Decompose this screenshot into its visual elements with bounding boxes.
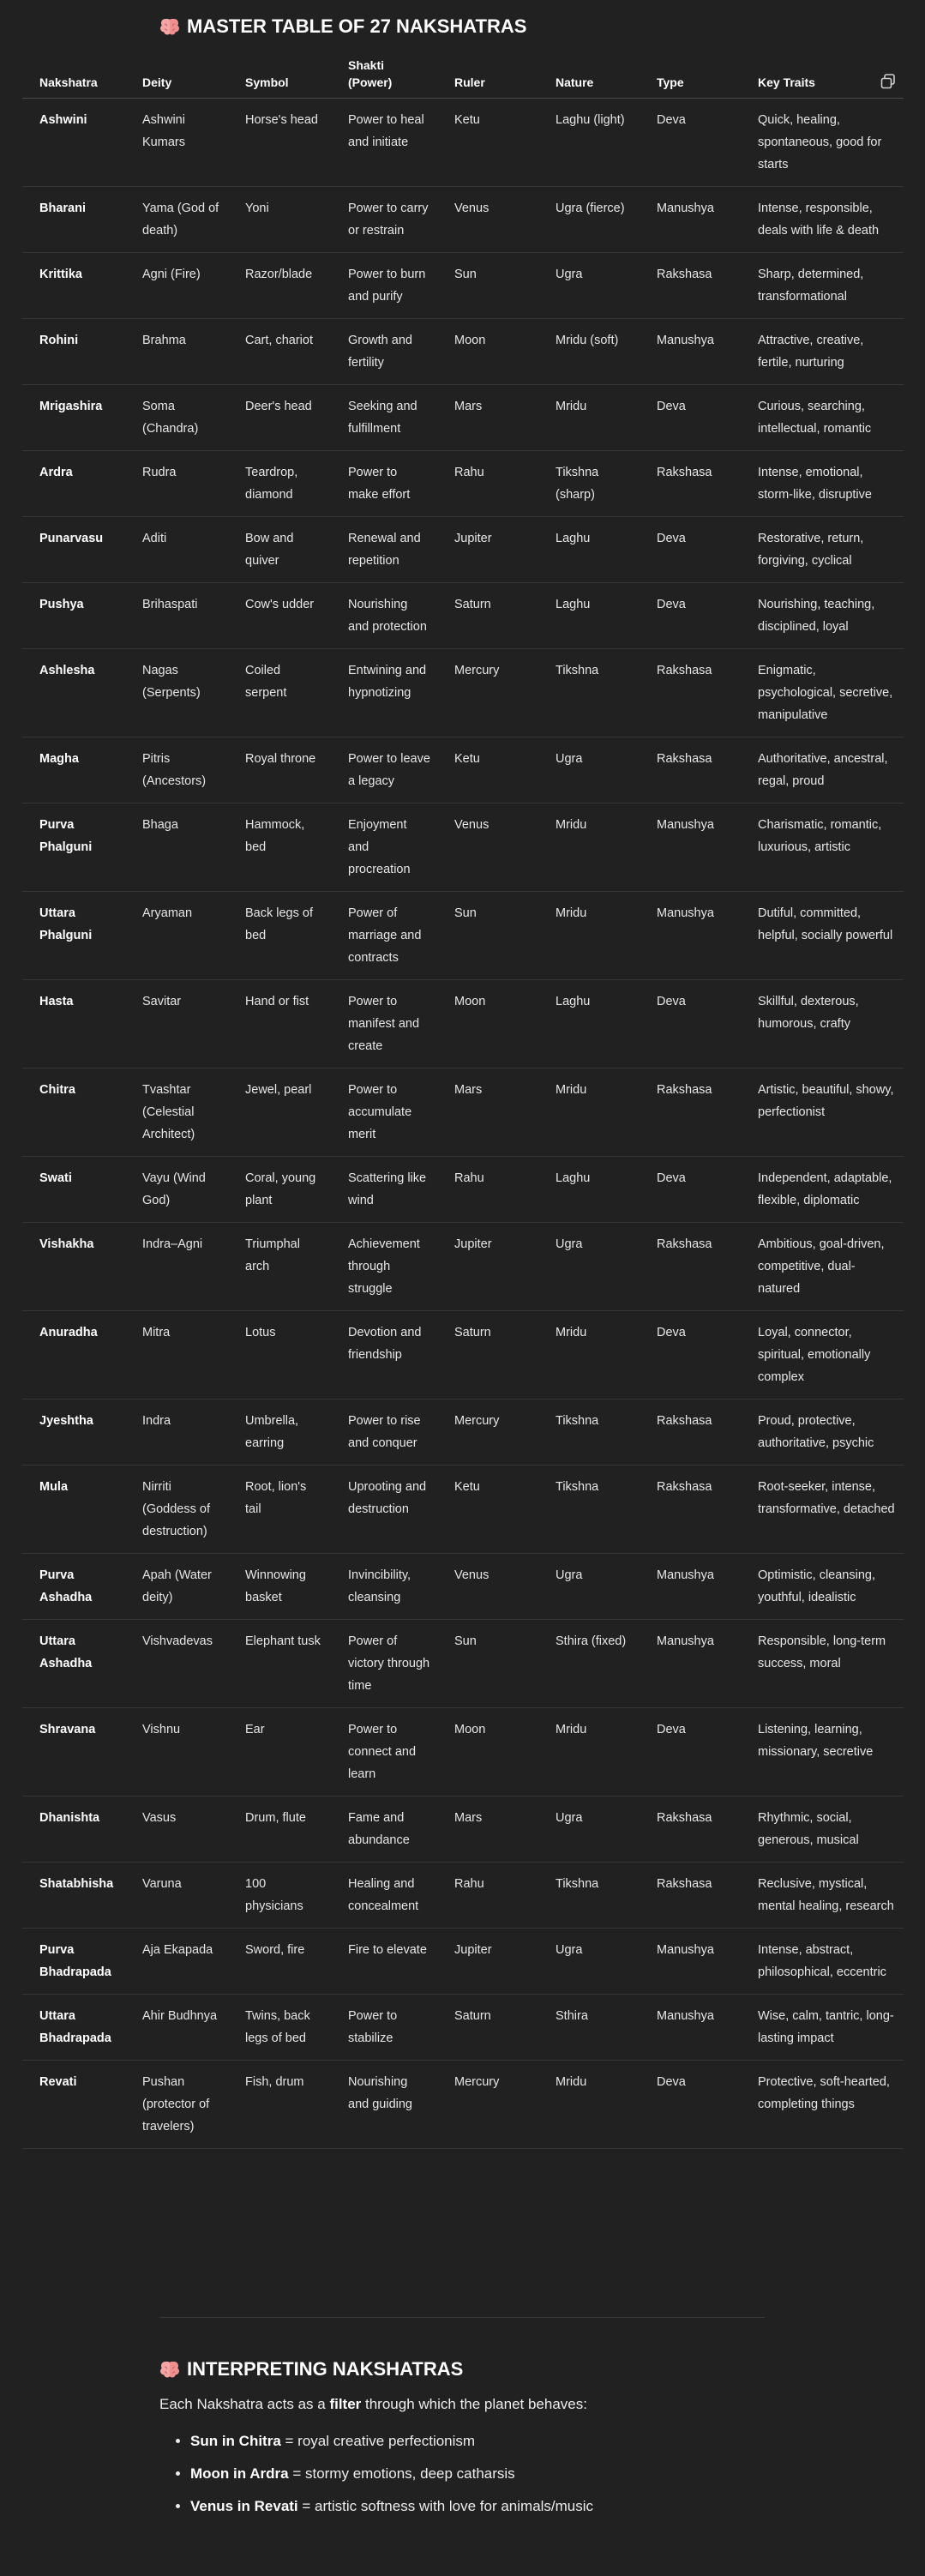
cell-type: Deva	[640, 583, 741, 649]
cell-shakti: Power to manifest and create	[331, 980, 437, 1068]
cell-nature: Tikshna	[538, 1863, 640, 1929]
header-type: Type	[640, 53, 741, 99]
cell-ruler: Venus	[437, 1554, 538, 1620]
table-row	[22, 1466, 904, 1554]
table-row	[22, 1995, 904, 2061]
cell-type: Rakshasa	[640, 451, 741, 517]
cell-shakti: Fire to elevate	[331, 1929, 437, 1995]
cell-nature: Mridu	[538, 803, 640, 892]
cell-deity: Vasus	[125, 1797, 228, 1863]
cell-traits: Authoritative, ancestral, regal, proud	[741, 737, 904, 803]
cell-ruler: Ketu	[437, 99, 538, 187]
cell-nature: Mridu (soft)	[538, 319, 640, 385]
cell-shakti: Power to make effort	[331, 451, 437, 517]
cell-symbol: Back legs of bed	[228, 892, 331, 980]
cell-type: Deva	[640, 99, 741, 187]
cell-ruler: Sun	[437, 892, 538, 980]
cell-traits: Curious, searching, intellectual, romantic	[741, 385, 904, 451]
cell-type: Deva	[640, 980, 741, 1068]
cell-deity: Aja Ekapada	[125, 1929, 228, 1995]
cell-traits: Protective, soft-hearted, completing things	[741, 2061, 904, 2149]
cell-ruler: Mars	[437, 1797, 538, 1863]
intro-paragraph	[159, 2396, 777, 2413]
cell-traits: Listening, learning, missionary, secretive	[741, 1708, 904, 1797]
cell-ruler: Jupiter	[437, 1929, 538, 1995]
table-row	[22, 1863, 904, 1929]
header-deity: Deity	[125, 53, 228, 99]
cell-type: Manushya	[640, 1929, 741, 1995]
cell-shakti: Scattering like wind	[331, 1157, 437, 1223]
cell-ruler: Mercury	[437, 2061, 538, 2149]
cell-nature: Mridu	[538, 385, 640, 451]
cell-ruler: Mercury	[437, 649, 538, 737]
cell-type: Rakshasa	[640, 737, 741, 803]
cell-shakti: Nourishing and guiding	[331, 2061, 437, 2149]
cell-type: Manushya	[640, 1554, 741, 1620]
cell-ruler: Moon	[437, 319, 538, 385]
cell-shakti: Achievement through struggle	[331, 1223, 437, 1311]
cell-type: Rakshasa	[640, 649, 741, 737]
cell-deity: Vishvadevas	[125, 1620, 228, 1708]
cell-symbol: Cow's udder	[228, 583, 331, 649]
table-row	[22, 517, 904, 583]
cell-deity: Indra	[125, 1399, 228, 1466]
list-item	[190, 2425, 593, 2458]
example-bold: Moon in Ardra	[190, 2465, 289, 2482]
table-row	[22, 2061, 904, 2149]
cell-symbol: Winnowing basket	[228, 1554, 331, 1620]
cell-traits: Enigmatic, psychological, secretive, manipulative	[741, 649, 904, 737]
cell-symbol: Teardrop, diamond	[228, 451, 331, 517]
cell-traits: Charismatic, romantic, luxurious, artistic	[741, 803, 904, 892]
cell-symbol: Hammock, bed	[228, 803, 331, 892]
cell-shakti: Fame and abundance	[331, 1797, 437, 1863]
cell-nature: Laghu	[538, 583, 640, 649]
cell-symbol: Twins, back legs of bed	[228, 1995, 331, 2061]
table-row	[22, 99, 904, 187]
cell-traits: Nourishing, teaching, disciplined, loyal	[741, 583, 904, 649]
intro-bold: filter	[329, 2396, 362, 2412]
table-row	[22, 1708, 904, 1797]
cell-type: Rakshasa	[640, 1223, 741, 1311]
cell-deity: Pitris (Ancestors)	[125, 737, 228, 803]
cell-nakshatra: Rohini	[22, 319, 125, 385]
example-rest: = stormy emotions, deep catharsis	[288, 2465, 515, 2482]
cell-deity: Tvashtar (Celestial Architect)	[125, 1068, 228, 1157]
header-nakshatra: Nakshatra	[22, 53, 125, 99]
cell-nakshatra: Ashlesha	[22, 649, 125, 737]
cell-deity: Vishnu	[125, 1708, 228, 1797]
cell-type: Deva	[640, 1311, 741, 1399]
cell-symbol: Hand or fist	[228, 980, 331, 1068]
brain-icon	[159, 17, 180, 36]
table-row	[22, 1068, 904, 1157]
cell-traits: Artistic, beautiful, showy, perfectionist	[741, 1068, 904, 1157]
cell-type: Rakshasa	[640, 1399, 741, 1466]
cell-ruler: Ketu	[437, 1466, 538, 1554]
table-row	[22, 451, 904, 517]
cell-nature: Laghu	[538, 517, 640, 583]
interpreting-heading	[159, 2358, 463, 2380]
cell-ruler: Venus	[437, 803, 538, 892]
table-row	[22, 1399, 904, 1466]
list-item	[190, 2458, 593, 2490]
cell-symbol: Drum, flute	[228, 1797, 331, 1863]
cell-nature: Mridu	[538, 1708, 640, 1797]
cell-traits: Intense, responsible, deals with life & death	[741, 187, 904, 253]
cell-nakshatra: Revati	[22, 2061, 125, 2149]
cell-shakti: Power to rise and conquer	[331, 1399, 437, 1466]
cell-symbol: Umbrella, earring	[228, 1399, 331, 1466]
cell-traits: Intense, emotional, storm-like, disruptive	[741, 451, 904, 517]
cell-shakti: Uprooting and destruction	[331, 1466, 437, 1554]
cell-nakshatra: Krittika	[22, 253, 125, 319]
cell-nakshatra: Uttara Bhadrapada	[22, 1995, 125, 2061]
cell-nature: Mridu	[538, 1311, 640, 1399]
table-row	[22, 385, 904, 451]
cell-ruler: Sun	[437, 253, 538, 319]
cell-symbol: Triumphal arch	[228, 1223, 331, 1311]
table-row	[22, 803, 904, 892]
table-row	[22, 1223, 904, 1311]
cell-ruler: Sun	[437, 1620, 538, 1708]
cell-deity: Nirriti (Goddess of destruction)	[125, 1466, 228, 1554]
cell-nakshatra: Purva Ashadha	[22, 1554, 125, 1620]
header-nature: Nature	[538, 53, 640, 99]
cell-traits: Quick, healing, spontaneous, good for starts	[741, 99, 904, 187]
cell-traits: Wise, calm, tantric, long-lasting impact	[741, 1995, 904, 2061]
cell-type: Deva	[640, 1708, 741, 1797]
cell-ruler: Saturn	[437, 1995, 538, 2061]
cell-type: Deva	[640, 385, 741, 451]
cell-traits: Root-seeker, intense, transformative, detached	[741, 1466, 904, 1554]
cell-symbol: Deer's head	[228, 385, 331, 451]
cell-traits: Independent, adaptable, flexible, diplomatic	[741, 1157, 904, 1223]
cell-ruler: Saturn	[437, 1311, 538, 1399]
cell-traits: Ambitious, goal-driven, competitive, dual-natured	[741, 1223, 904, 1311]
cell-symbol: Razor/blade	[228, 253, 331, 319]
section-divider	[159, 2317, 765, 2318]
cell-nakshatra: Uttara Phalguni	[22, 892, 125, 980]
cell-ruler: Venus	[437, 187, 538, 253]
cell-deity: Indra–Agni	[125, 1223, 228, 1311]
header-shakti: Shakti (Power)	[331, 53, 437, 99]
cell-nakshatra: Purva Phalguni	[22, 803, 125, 892]
cell-deity: Varuna	[125, 1863, 228, 1929]
cell-shakti: Power to carry or restrain	[331, 187, 437, 253]
cell-deity: Brihaspati	[125, 583, 228, 649]
cell-deity: Mitra	[125, 1311, 228, 1399]
cell-shakti: Seeking and fulfillment	[331, 385, 437, 451]
cell-nature: Ugra	[538, 1929, 640, 1995]
cell-shakti: Devotion and friendship	[331, 1311, 437, 1399]
cell-ruler: Rahu	[437, 1157, 538, 1223]
cell-nakshatra: Mrigashira	[22, 385, 125, 451]
cell-type: Deva	[640, 517, 741, 583]
cell-nature: Tikshna (sharp)	[538, 451, 640, 517]
cell-nature: Ugra	[538, 1797, 640, 1863]
cell-shakti: Growth and fertility	[331, 319, 437, 385]
table-row	[22, 1157, 904, 1223]
cell-nakshatra: Magha	[22, 737, 125, 803]
cell-deity: Rudra	[125, 451, 228, 517]
interpreting-title: INTERPRETING NAKSHATRAS	[187, 2358, 464, 2380]
cell-traits: Intense, abstract, philosophical, eccentric	[741, 1929, 904, 1995]
cell-symbol: Coral, young plant	[228, 1157, 331, 1223]
cell-ruler: Mars	[437, 385, 538, 451]
cell-type: Manushya	[640, 1995, 741, 2061]
cell-shakti: Power to accumulate merit	[331, 1068, 437, 1157]
cell-shakti: Healing and concealment	[331, 1863, 437, 1929]
cell-nature: Laghu (light)	[538, 99, 640, 187]
cell-deity: Vayu (Wind God)	[125, 1157, 228, 1223]
cell-shakti: Power to heal and initiate	[331, 99, 437, 187]
cell-traits: Sharp, determined, transformational	[741, 253, 904, 319]
cell-ruler: Ketu	[437, 737, 538, 803]
example-bold: Venus in Revati	[190, 2498, 298, 2514]
cell-shakti: Nourishing and protection	[331, 583, 437, 649]
cell-shakti: Power to connect and learn	[331, 1708, 437, 1797]
cell-symbol: Horse's head	[228, 99, 331, 187]
cell-nature: Ugra	[538, 1223, 640, 1311]
cell-nature: Ugra (fierce)	[538, 187, 640, 253]
cell-deity: Aryaman	[125, 892, 228, 980]
cell-symbol: Cart, chariot	[228, 319, 331, 385]
cell-traits: Restorative, return, forgiving, cyclical	[741, 517, 904, 583]
cell-nature: Mridu	[538, 2061, 640, 2149]
cell-nakshatra: Uttara Ashadha	[22, 1620, 125, 1708]
cell-nature: Laghu	[538, 980, 640, 1068]
cell-type: Rakshasa	[640, 1863, 741, 1929]
cell-deity: Nagas (Serpents)	[125, 649, 228, 737]
cell-shakti: Power to burn and purify	[331, 253, 437, 319]
cell-nature: Tikshna	[538, 649, 640, 737]
cell-nakshatra: Bharani	[22, 187, 125, 253]
cell-nature: Mridu	[538, 1068, 640, 1157]
cell-nature: Ugra	[538, 1554, 640, 1620]
cell-nakshatra: Hasta	[22, 980, 125, 1068]
cell-shakti: Enjoyment and procreation	[331, 803, 437, 892]
cell-symbol: Ear	[228, 1708, 331, 1797]
cell-nature: Tikshna	[538, 1399, 640, 1466]
cell-ruler: Saturn	[437, 583, 538, 649]
cell-traits: Loyal, connector, spiritual, emotionally complex	[741, 1311, 904, 1399]
cell-type: Manushya	[640, 187, 741, 253]
cell-traits: Rhythmic, social, generous, musical	[741, 1797, 904, 1863]
table-row	[22, 1554, 904, 1620]
cell-type: Deva	[640, 2061, 741, 2149]
cell-shakti: Power to leave a legacy	[331, 737, 437, 803]
cell-ruler: Jupiter	[437, 517, 538, 583]
cell-deity: Brahma	[125, 319, 228, 385]
header-ruler: Ruler	[437, 53, 538, 99]
cell-symbol: Root, lion's tail	[228, 1466, 331, 1554]
cell-ruler: Rahu	[437, 1863, 538, 1929]
cell-nakshatra: Jyeshtha	[22, 1399, 125, 1466]
cell-deity: Pushan (protector of travelers)	[125, 2061, 228, 2149]
cell-nakshatra: Purva Bhadrapada	[22, 1929, 125, 1995]
table-row	[22, 1311, 904, 1399]
cell-shakti: Power to stabilize	[331, 1995, 437, 2061]
table-row	[22, 1929, 904, 1995]
cell-deity: Bhaga	[125, 803, 228, 892]
master-table-heading	[159, 15, 526, 38]
table-row	[22, 737, 904, 803]
cell-deity: Ashwini Kumars	[125, 99, 228, 187]
cell-traits: Reclusive, mystical, mental healing, research	[741, 1863, 904, 1929]
examples-list	[159, 2425, 593, 2523]
cell-symbol: Coiled serpent	[228, 649, 331, 737]
cell-nature: Sthira	[538, 1995, 640, 2061]
cell-nakshatra: Dhanishta	[22, 1797, 125, 1863]
header-traits: Key Traits	[741, 53, 904, 99]
example-rest: = royal creative perfectionism	[280, 2433, 476, 2449]
cell-nature: Mridu	[538, 892, 640, 980]
cell-symbol: Yoni	[228, 187, 331, 253]
cell-ruler: Rahu	[437, 451, 538, 517]
cell-nakshatra: Mula	[22, 1466, 125, 1554]
cell-deity: Yama (God of death)	[125, 187, 228, 253]
cell-deity: Apah (Water deity)	[125, 1554, 228, 1620]
table-row	[22, 649, 904, 737]
cell-shakti: Power of victory through time	[331, 1620, 437, 1708]
cell-type: Rakshasa	[640, 1466, 741, 1554]
example-rest: = artistic softness with love for animals/music	[297, 2498, 594, 2514]
cell-nakshatra: Punarvasu	[22, 517, 125, 583]
cell-nature: Ugra	[538, 737, 640, 803]
cell-symbol: Jewel, pearl	[228, 1068, 331, 1157]
cell-shakti: Renewal and repetition	[331, 517, 437, 583]
cell-type: Manushya	[640, 892, 741, 980]
cell-ruler: Moon	[437, 1708, 538, 1797]
cell-nakshatra: Shravana	[22, 1708, 125, 1797]
cell-nature: Ugra	[538, 253, 640, 319]
cell-nakshatra: Shatabhisha	[22, 1863, 125, 1929]
cell-symbol: Royal throne	[228, 737, 331, 803]
cell-nakshatra: Anuradha	[22, 1311, 125, 1399]
cell-symbol: Elephant tusk	[228, 1620, 331, 1708]
cell-traits: Responsible, long-term success, moral	[741, 1620, 904, 1708]
table-row	[22, 187, 904, 253]
list-item	[190, 2490, 593, 2523]
cell-shakti: Entwining and hypnotizing	[331, 649, 437, 737]
cell-shakti: Invincibility, cleansing	[331, 1554, 437, 1620]
cell-nakshatra: Pushya	[22, 583, 125, 649]
table-row	[22, 1620, 904, 1708]
intro-prefix: Each Nakshatra acts as a	[159, 2396, 330, 2412]
cell-symbol: Bow and quiver	[228, 517, 331, 583]
cell-deity: Aditi	[125, 517, 228, 583]
cell-nakshatra: Ashwini	[22, 99, 125, 187]
cell-traits: Optimistic, cleansing, youthful, idealistic	[741, 1554, 904, 1620]
cell-nature: Laghu	[538, 1157, 640, 1223]
cell-traits: Proud, protective, authoritative, psychic	[741, 1399, 904, 1466]
cell-symbol: Fish, drum	[228, 2061, 331, 2149]
example-bold: Sun in Chitra	[190, 2433, 281, 2449]
table-row	[22, 583, 904, 649]
cell-deity: Agni (Fire)	[125, 253, 228, 319]
cell-nakshatra: Vishakha	[22, 1223, 125, 1311]
cell-type: Rakshasa	[640, 1797, 741, 1863]
cell-type: Rakshasa	[640, 253, 741, 319]
cell-shakti: Power of marriage and contracts	[331, 892, 437, 980]
cell-type: Manushya	[640, 1620, 741, 1708]
cell-symbol: Lotus	[228, 1311, 331, 1399]
nakshatra-table	[22, 53, 904, 2149]
cell-ruler: Mars	[437, 1068, 538, 1157]
table-header-row	[22, 53, 904, 99]
table-row	[22, 253, 904, 319]
cell-nakshatra: Chitra	[22, 1068, 125, 1157]
cell-type: Manushya	[640, 803, 741, 892]
cell-symbol: Sword, fire	[228, 1929, 331, 1995]
cell-type: Manushya	[640, 319, 741, 385]
table-row	[22, 980, 904, 1068]
cell-ruler: Jupiter	[437, 1223, 538, 1311]
cell-traits: Attractive, creative, fertile, nurturing	[741, 319, 904, 385]
header-symbol: Symbol	[228, 53, 331, 99]
cell-type: Deva	[640, 1157, 741, 1223]
table-row	[22, 1797, 904, 1863]
cell-deity: Ahir Budhnya	[125, 1995, 228, 2061]
cell-nakshatra: Ardra	[22, 451, 125, 517]
master-table-title: MASTER TABLE OF 27 NAKSHATRAS	[187, 15, 527, 37]
cell-nakshatra: Swati	[22, 1157, 125, 1223]
intro-suffix: through which the planet behaves:	[361, 2396, 587, 2412]
cell-deity: Savitar	[125, 980, 228, 1068]
cell-symbol: 100 physicians	[228, 1863, 331, 1929]
table-row	[22, 319, 904, 385]
cell-ruler: Moon	[437, 980, 538, 1068]
cell-nature: Tikshna	[538, 1466, 640, 1554]
table-row	[22, 892, 904, 980]
cell-traits: Dutiful, committed, helpful, socially powerful	[741, 892, 904, 980]
cell-traits: Skillful, dexterous, humorous, crafty	[741, 980, 904, 1068]
cell-ruler: Mercury	[437, 1399, 538, 1466]
cell-deity: Soma (Chandra)	[125, 385, 228, 451]
brain-icon	[159, 2360, 180, 2379]
cell-nature: Sthira (fixed)	[538, 1620, 640, 1708]
cell-type: Rakshasa	[640, 1068, 741, 1157]
